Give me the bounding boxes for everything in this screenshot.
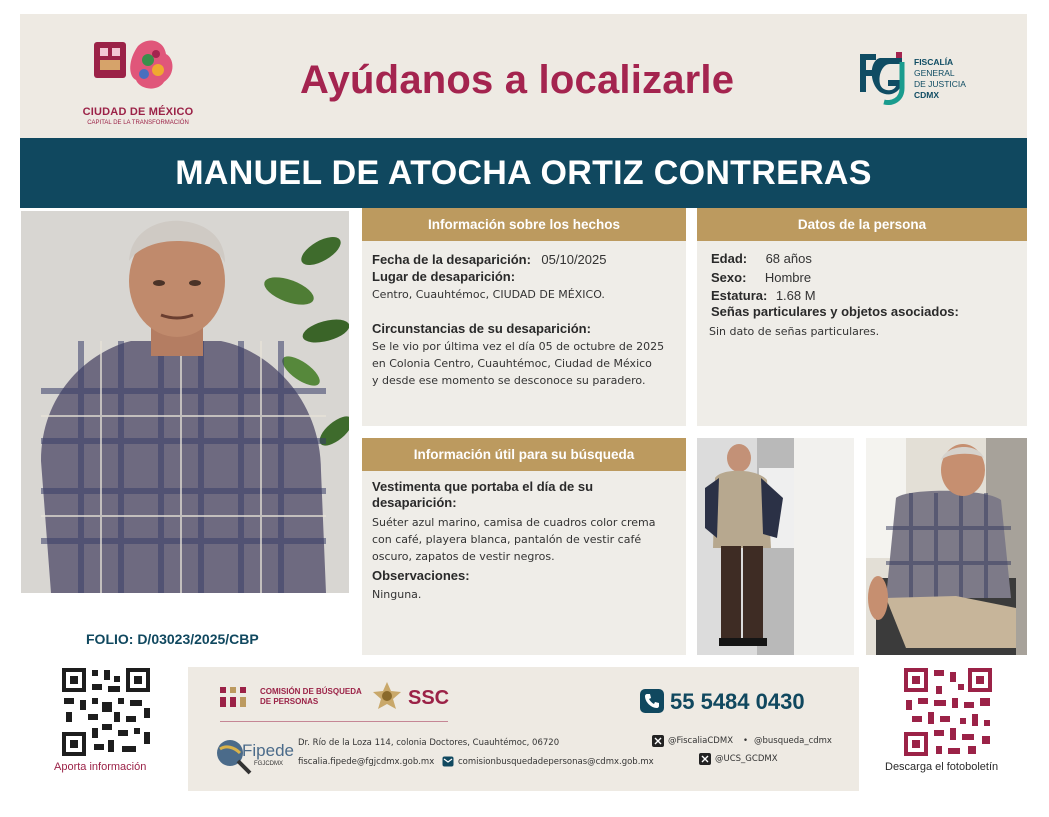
circumstances-line-1: Se le vio por última vez el día 05 de octubre de 2025 — [372, 340, 665, 353]
qr-left-caption: Aporta información — [54, 761, 147, 773]
fgj-logo — [852, 48, 1002, 108]
mail-icon — [442, 756, 454, 767]
search-info-panel — [362, 438, 686, 655]
seated-photo — [866, 438, 1027, 655]
search-info-heading: Información útil para su búsqueda — [362, 438, 686, 471]
marks-value: Sin dato de señas particulares. — [709, 325, 880, 338]
person-photo-illustration — [21, 211, 349, 593]
clothing-line-2: con café, playera blanca, pantalón de vestir café — [372, 533, 642, 546]
clothing-line-3: oscuro, zapatos de vestir negros. — [372, 550, 555, 563]
person-name: MANUEL DE ATOCHA ORTIZ CONTRERAS — [20, 138, 1027, 208]
facts-panel — [362, 208, 686, 426]
clothing-text — [372, 514, 655, 565]
seated-photo-illustration — [866, 438, 1027, 655]
circumstances-text — [372, 338, 664, 389]
comision-line-1: COMISIÓN DE BÚSQUEDA — [260, 687, 362, 696]
email-comision[interactable]: comisionbusquedadepersonas@cdmx.gob.mx — [458, 757, 654, 767]
person-data-heading: Datos de la persona — [697, 208, 1027, 241]
height-label: Estatura: — [711, 288, 768, 303]
x-logo-icon — [699, 753, 711, 765]
phone-icon — [640, 689, 664, 713]
contact-box — [188, 667, 859, 791]
clothing-line-1: Suéter azul marino, camisa de cuadros color crema — [372, 516, 656, 529]
page-title: Ayúdanos a localizarle — [300, 58, 735, 102]
marks-label: Señas particulares y objetos asociados: — [711, 304, 959, 319]
header — [20, 14, 1027, 138]
ssc-badge-icon — [372, 681, 402, 711]
full-body-photo-illustration — [697, 438, 794, 655]
place-value: Centro, Cuauhtémoc, CIUDAD DE MÉXICO. — [372, 288, 605, 301]
circumstances-label: Circunstancias de su desaparición: — [372, 321, 591, 336]
sex-value: Hombre — [764, 270, 812, 285]
fgj-emblem-icon — [852, 48, 910, 108]
age-label: Edad: — [711, 251, 748, 266]
observations-value: Ninguna. — [372, 588, 422, 601]
comision-line-2: DE PERSONAS — [260, 697, 319, 706]
cdmx-name: CIUDAD DE MÉXICO — [82, 106, 194, 118]
x-logo-icon — [652, 735, 664, 747]
fipede-label: Fipede — [242, 741, 294, 760]
circumstances-line-3: y desde ese momento se desconoce su paradero. — [372, 374, 646, 387]
folio-number: FOLIO: D/03023/2025/CBP — [86, 631, 259, 647]
date-value: 05/10/2025 — [541, 252, 607, 267]
cdmx-emblem-icon — [78, 36, 198, 104]
social-ucs[interactable]: @UCS_GCDMX — [715, 754, 778, 764]
fgj-text — [914, 57, 966, 101]
ssc-label: SSC — [408, 687, 450, 709]
social-fiscalia[interactable]: @FiscaliaCDMX — [668, 736, 734, 746]
comision-logo-icon — [218, 685, 252, 709]
clothing-label — [372, 479, 593, 511]
height-value: 1.68 M — [775, 288, 816, 303]
phone-number[interactable]: 55 5484 0430 — [670, 689, 805, 714]
place-label: Lugar de desaparición: — [372, 269, 516, 284]
divider — [220, 721, 448, 722]
age-value: 68 años — [765, 251, 812, 266]
cdmx-tagline: CAPITAL DE LA TRANSFORMACIÓN — [87, 120, 189, 126]
photo-spacer — [794, 438, 854, 655]
address: Dr. Río de la Loza 114, colonia Doctores, Cuauhtémoc, 06720 — [298, 738, 560, 748]
fgj-line-4: CDMX — [914, 90, 940, 100]
qr-right-caption: Descarga el fotoboletín — [885, 761, 999, 773]
email-fipede[interactable]: fiscalia.fipede@fgjcdmx.gob.mx — [298, 757, 435, 767]
fgj-line-2: GENERAL — [914, 68, 955, 78]
circumstances-line-2: en Colonia Centro, Cuauhtémoc, Ciudad de México — [372, 357, 652, 370]
qr-code-report-icon[interactable] — [60, 666, 152, 758]
cdmx-logo — [78, 36, 198, 132]
qr-code-download-icon[interactable] — [902, 666, 994, 758]
person-photo — [21, 211, 349, 593]
date-label: Fecha de la desaparición: — [372, 252, 531, 267]
comision-text — [260, 687, 362, 707]
person-data-panel — [697, 208, 1027, 426]
sex-label: Sexo: — [711, 270, 747, 285]
clothing-label-line-1: Vestimenta que portaba el día de su — [372, 479, 594, 494]
fgj-line-1: FISCALÍA — [914, 57, 954, 67]
social-separator: • — [743, 736, 749, 746]
full-body-photo — [697, 438, 794, 655]
fgj-line-3: DE JUSTICIA — [914, 79, 966, 89]
social-busqueda[interactable]: @busqueda_cdmx — [754, 736, 832, 746]
clothing-label-line-2: desaparición: — [372, 495, 457, 510]
facts-heading: Información sobre los hechos — [362, 208, 686, 241]
fipede-sub: FGJCDMX — [254, 761, 283, 767]
observations-label: Observaciones: — [372, 568, 470, 583]
